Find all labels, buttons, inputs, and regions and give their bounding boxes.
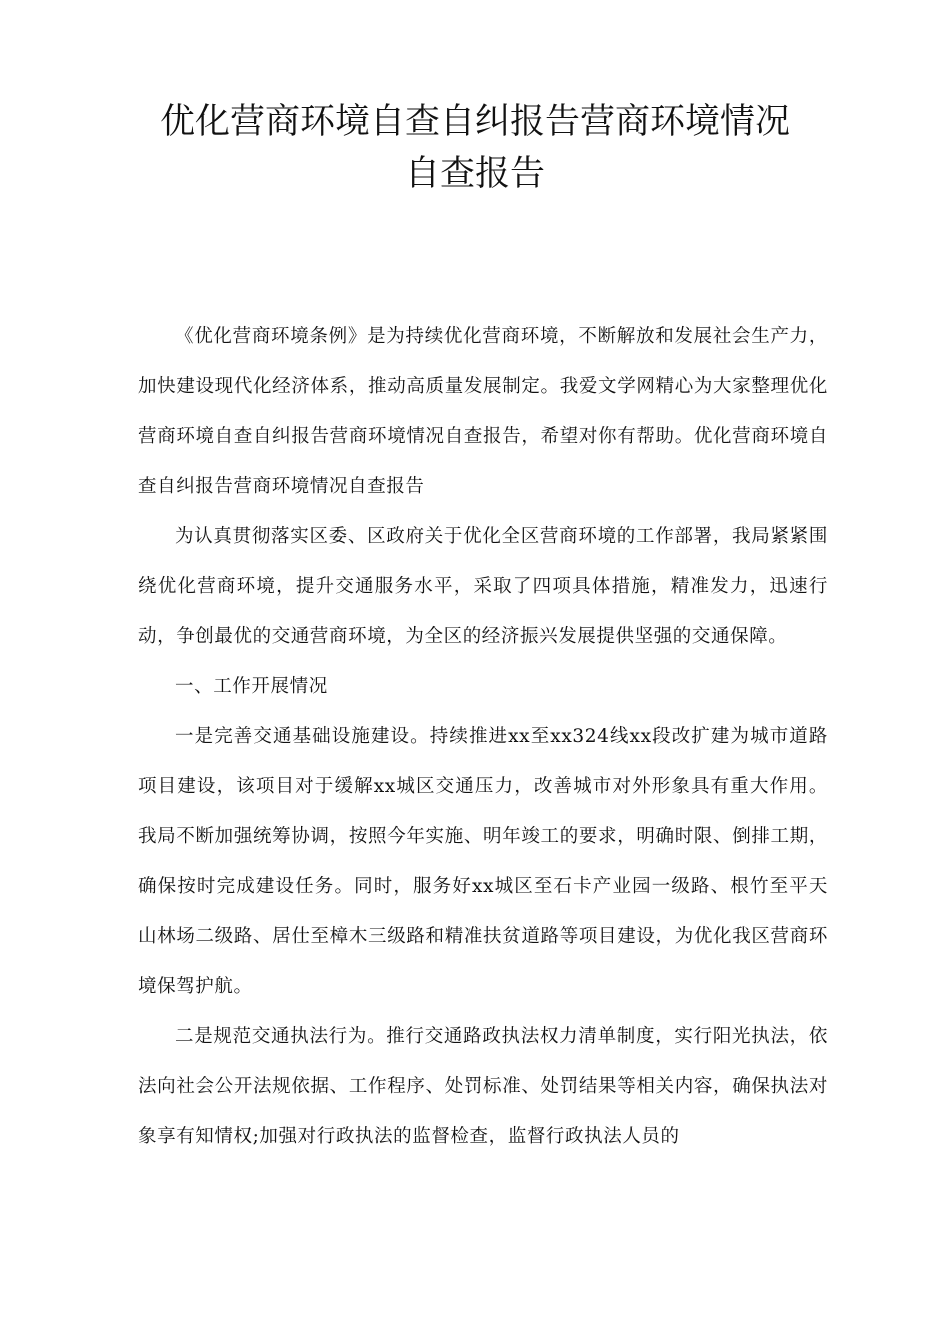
document-body — [138, 312, 828, 1162]
section-heading: 一、工作开展情况 — [175, 676, 328, 697]
title-line-1: 优化营商环境自查自纠报告营商环境情况 — [159, 102, 790, 142]
document-title — [100, 96, 850, 200]
paragraph-infrastructure: 一是完善交通基础设施建设。持续推进xx至xx324线xx段改扩建为城市道路项目建设，该项目对于缓解xx城区交通压力，改善城市对外形象具有重大作用。我局不断加强统筹协调，按照今年实施、明年竣工的要求，明确时限、倒排工期，确保按时完成建设任务。同时，服务好xx城区至石卡产业园一级路、根竹至平天山林场二级路、居仕至樟木三级路和精准扶贫道路等项目建设，为优化我区营商环境保驾护航。 — [138, 726, 828, 997]
paragraph-intro: 《优化营商环境条例》是为持续优化营商环境，不断解放和发展社会生产力，加快建设现代化经济体系，推动高质量发展制定。我爱文学网精心为大家整理优化营商环境自查自纠报告营商环境情况自查报告，希望对你有帮助。优化营商环境自查自纠报告营商环境情况自查报告 — [138, 326, 828, 497]
paragraph-background: 为认真贯彻落实区委、区政府关于优化全区营商环境的工作部署，我局紧紧围绕优化营商环境，提升交通服务水平，采取了四项具体措施，精准发力，迅速行动，争创最优的交通营商环境，为全区的经济振兴发展提供坚强的交通保障。 — [138, 526, 828, 647]
paragraph-law-enforcement: 二是规范交通执法行为。推行交通路政执法权力清单制度，实行阳光执法，依法向社会公开法规依据、工作程序、处罚标准、处罚结果等相关内容，确保执法对象享有知情权;加强对行政执法的监督检查，监督行政执法人员的 — [138, 1026, 828, 1147]
title-line-2: 自查报告 — [404, 154, 545, 194]
